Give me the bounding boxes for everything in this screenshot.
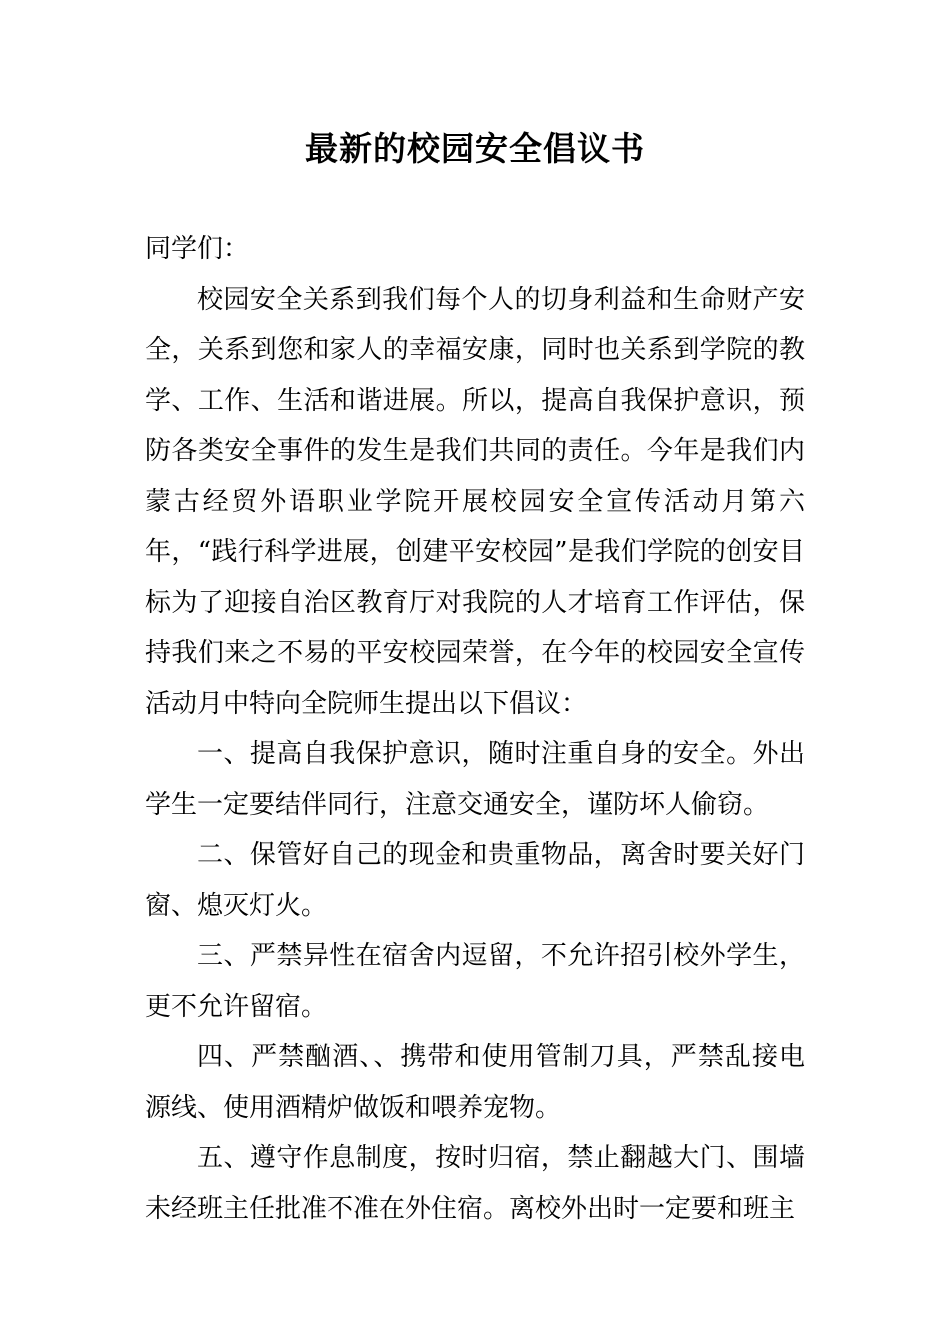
document-body — [145, 224, 805, 1234]
document-title: 最新的校园安全倡议书 — [305, 129, 645, 168]
salutation: 同学们： — [145, 234, 250, 264]
paragraph-item-5: 五、遵守作息制度，按时归宿，禁止翻越大门、围墙未经班主任批准不准在外住宿。离校外出时一定要和班主 — [145, 1143, 805, 1224]
paragraph-item-2: 二、保管好自己的现金和贵重物品，离舍时要关好门窗、熄灭灯火。 — [145, 840, 805, 921]
paragraph-item-1: 一、提高自我保护意识，随时注重自身的安全。外出学生一定要结伴同行，注意交通安全，谨防坏人偷窃。 — [145, 739, 805, 820]
paragraph-item-4: 四、严禁酗酒、、携带和使用管制刀具，严禁乱接电源线、使用酒精炉做饭和喂养宠物。 — [145, 1042, 805, 1123]
paragraph-intro: 校园安全关系到我们每个人的切身利益和生命财产安全，关系到您和家人的幸福安康，同时也关系到学院的教学、工作、生活和谐进展。所以，提高自我保护意识，预防各类安全事件的发生是我们共同的责任。今年是我们内蒙古经贸外语职业学院开展校园安全宣传活动月第六年，“践行科学进展，创建平安校园”是我们学院的创安目标为了迎接自治区教育厅对我院的人才培育工作评估，保持我们来之不易的平安校园荣誉，在今年的校园安全宣传活动月中特向全院师生提出以下倡议： — [145, 284, 805, 719]
paragraph-item-3: 三、严禁异性在宿舍内逗留，不允许招引校外学生，更不允许留宿。 — [145, 941, 805, 1022]
